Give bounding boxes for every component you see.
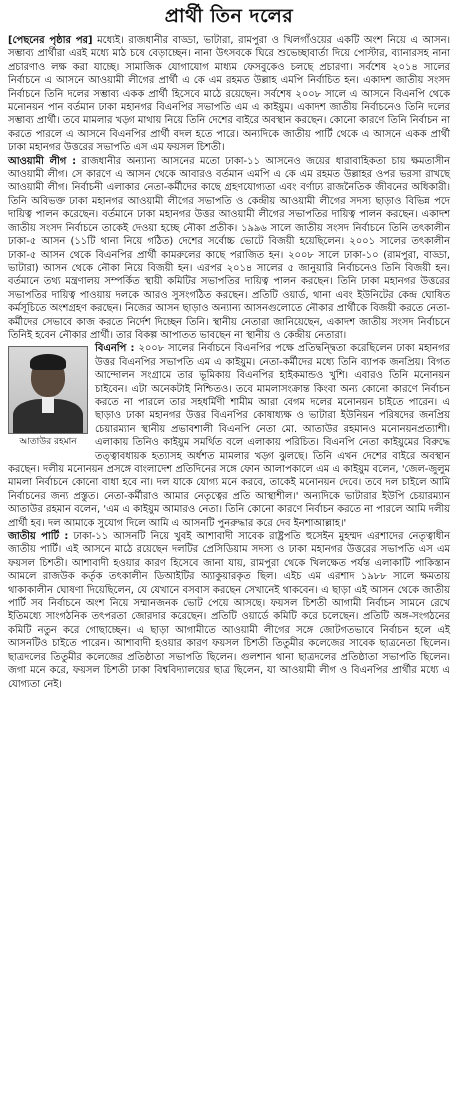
section-lead-jatiya-party: জাতীয় পার্টি : [8, 531, 69, 543]
portrait-figure [8, 346, 88, 448]
paragraph-text: ঢাকা-১১ আসনটি নিয়ে খুবই আশাবাদী সাবেক রাষ্ট্রপতি হুসেইন মুহম্মদ এরশাদের নেতৃত্বাধীন জাতীয় পার্টি। এই আসনে মাঠে রয়েছেন দলটির প্রেসিডিয়াম সদস্য ও ঢাকা মহানগর উত্তরের সভাপতি এস এম ফয়সল চিশতী। আশাবাদী হওয়ার কারণ হিসেবে জানা যায়, রামপুরা থেকে খিলক্ষেত পর্যন্ত এলাকাটি পাকিস্তান আমলে রাজউক কর্তৃক তৎকালীন ডিআইটির অ্যাকুয়ারকৃত ছিল। এইচ এম এরশাদ ১৯৮৮ সালে ক্ষমতায় থাকাকালীন ঘোষণা দিয়েছিলেন, যে যেখানে বসবাস করছেন সেখানেই থাকবেন। এ ছাড়া এই আসন থেকে জাতীয় পার্টি সব নির্বাচনে অংশ নিয়ে সম্মানজনক ভোট পেয়ে আসছে। ফয়সল চিশতী আগামী নির্বাচন সামনে রেখে ইতিমধ্যে সাংগঠনিক তৎপরতা জোরদার করেছেন। প্রতিটি ওয়ার্ডে কমিটি করে চলেছেন। প্রতিটি অঙ্গ-সংগঠনের কমিটি নতুন করে গোছাচ্ছেন। এ ছাড়া আগামীতে আওয়ামী লীগের সঙ্গে জোটগতভাবে নির্বাচন হলে এই আসনটিও চাইতে পারেন। আশাবাদী হওয়ার কারণ ফয়সল চিশতী তিতুমীর কলেজের সাবেক ছাত্রনেতা ছিলেন। ছাত্রদলের তিতুমীর কলেজের প্রতিষ্ঠাতা সভাপতি ছিলেন। গুলশান থানা ছাত্রদলের প্রতিষ্ঠাতা সভাপতি ছিলেন। জগা মনে করে, ফয়সল চিশতী ঢাকা বিশ্ববিদ্যালয়ের ছাত্র ছিলেন, যা আওয়ামী লীগ ও বিএনপির প্রার্থীর মধ্যে এ যোগ্যতা নেই। [8, 531, 450, 690]
paragraph-bnp [8, 342, 450, 530]
continuation-tag: [পেছনের পৃষ্ঠার পর] [8, 35, 93, 46]
paragraph-text: ২০০৮ সালের নির্বাচনে বিএনপির পক্ষে প্রতিদ্বন্দ্বিতা করেছিলেন ঢাকা মহানগর উত্তর বিএনপির সভাপতি এম এ কাইয়ুম। নেতা-কর্মীদের মধ্যে তিনি ব্যাপক জনপ্রিয়। বিগত আন্দোলন সংগ্রামে তার ভূমিকায় বিএনপির হাইকমান্ডও খুশি। এবারও তিনি মনোনয়ন চাইবেন। এটা অনেকটাই নিশ্চিতও। তবে মামলাসংক্রান্ত কিংবা অন্য কোনো কারণে নির্বাচন করতে না পারলে তার সহধর্মিণী শামীম আরা বেগম দলের মনোনয়ন চাইতে পারেন। এ ছাড়াও ঢাকা মহানগর উত্তর বিএনপির কোষাধ্যক্ষ ও ভাটারা ইউনিয়ন পরিষদের জনপ্রিয় চেয়ারম্যান স্থানীয় প্রভাবশালী বিএনপি নেতা মো. আতাউর রহমানও মনোনয়নপ্রত্যাশী। এলাকায় তিনিও কাইয়ুম সমর্থিত বলে এলাকায় পরিচিত। বিএনপি নেতা কাইয়ুমের বিরুদ্ধে তত্ত্বাবধায়ক হত্যাসহ অর্ধশত মামলার খড়্গ ঝুলছে। তিনি এখন দেশের বাইরে অবস্থান করছেন। দলীয় মনোনয়ন প্রসঙ্গে বাংলাদেশ প্রতিদিনের সঙ্গে ফোন আলাপকালে এম এ কাইয়ুম বলেন, 'জেল-জুলুম মামলা নির্বাচনে কোনো বাধা হবে না। দল যাকে যোগ্য মনে করবে, তাকেই মনোনয়ন দেবে। তবে দল চাইলে আমি নির্বাচনের জন্য প্রস্তুত। নেতা-কর্মীরাও আমার নেতৃত্বের প্রতি আস্থাশীল।' অন্যদিকে ভাটারার ইউপি চেয়ারম্যান আতাউর রহমান বলেন, 'এম এ কাইয়ুম আমারও নেতা। তিনি কোনো কারণে নির্বাচন করতে না পারলে আমি দলীয় প্রার্থী হব। দল আমাকে সুযোগ দিলে আমি এ আসনটি পুনরুদ্ধার করে দেব ইনশাআল্লাহ।' [8, 343, 450, 529]
article-headline: প্রার্থী তিন দলের [164, 5, 294, 27]
paragraph-text: রাজধানীর অন্যান্য আসনের মতো ঢাকা-১১ আসনেও জয়ের ধারাবাহিকতা চায় ক্ষমতাসীন আওয়ামী লীগ। সে কারণে এ আসন থেকে আবারও বর্তমান এমপি এ কে এম রহমত উল্লাহর ওপর ভরসা রাখছে আওয়ামী লীগ। নির্বাচনী এলাকার নেতা-কর্মীদের কাছে গ্রহণযোগ্যতা এবং বর্ণাঢ্য রাজনৈতিক জীবনের অধিকারী। তিনি অবিভক্ত ঢাকা মহানগর আওয়ামী লীগের সভাপতি ও কেন্দ্রীয় আওয়ামী লীগের সদস্য ছাড়াও বিভিন্ন পদে দায়িত্ব পালন করেছেন। বর্তমানে ঢাকা মহানগর উত্তর আওয়ামী লীগের সভাপতির দায়িত্ব পালন করছেন। একাদশ জাতীয় সংসদ নির্বাচনে তাকেই দেওয়া হচ্ছে নৌকা প্রতীক। ১৯৯৬ সালে জাতীয় সংসদ নির্বাচনে তিনি তৎকালীন ঢাকা-৫ আসন (১১টি থানা নিয়ে গঠিত) দেশের সর্বোচ্চ ভোটে বিজয়ী হয়েছিলেন। ২০০১ সালের তৎকালীন ঢাকা-৫ আসন থেকে বিএনপির প্রার্থী কামরুলের কাছে পরাজিত হন। ২০০৮ সালে ঢাকা-১০ (রামপুরা, বাড্ডা, ভাটারা) আসন থেকে নৌকা নিয়ে বিজয়ী হন। এরপর ২০১৪ সালের ৫ জানুয়ারি নির্বাচনেও তিনি বিজয়ী হন। বর্তমানে তথ্য মন্ত্রণালয় সম্পর্কিত স্থায়ী কমিটির সভাপতির দায়িত্ব পালন করছেন। তিনি ঢাকা মহানগর উত্তরের সভাপতির দায়িত্ব পাওয়ায় দলকে আরও সুসংগঠিত করছেন। প্রতিটি ওয়ার্ড, থানা এবং ইউনিটের কেন্দ্র ঘোষিত কর্মসূচিতে অংশগ্রহণ করছেন। নিজের আসন ছাড়াও অন্যান্য আসনগুলোতে নৌকার প্রার্থীকে বিজয়ী করতে নেতা-কর্মীদের সেভাবে কাজ করতে নির্দেশ দিচ্ছেন তিনি। স্থানীয় নেতারা জানিয়েছেন, একাদশ জাতীয় সংসদ নির্বাচনে তিনিই হবেন নৌকার প্রার্থী। তার বিকল্প আপাতত ভাবছেন না স্থানীয় ও কেন্দ্রীয় নেতারা। [8, 155, 450, 341]
paragraph-intro [8, 34, 450, 155]
portrait-photo [8, 346, 88, 434]
paragraph-awami-league [8, 155, 450, 343]
section-lead-bnp: বিএনপি : [95, 343, 135, 355]
paragraph-jatiya-party [8, 530, 450, 691]
paragraph-text: মধ্যেই। রাজধানীর বাড্ডা, ভাটারা, রামপুরা ও খিলগাঁওয়ের একটি অংশ নিয়ে এ আসন। সম্ভাব্য প্রার্থীরা এরই মধ্যে মাঠ চষে বেড়াচ্ছেন। নানা উৎসবকে ঘিরে শুভেচ্ছাবার্তা দিয়ে পোস্টার, ব্যানারসহ নানা প্রচারণাও লক্ষ করা যাচ্ছে। সামাজিক যোগাযোগ মাধ্যম ফেসবুকেও চলছে প্রচারণা। সর্বশেষ ২০১৪ সালের নির্বাচনে এ আসনে আওয়ামী লীগের প্রার্থী এ কে এম রহমত উল্লাহ এমপি নির্বাচিত হন। একাদশ জাতীয় সংসদ নির্বাচনে তিনি দলের সম্ভাব্য একক প্রার্থী হিসেবে মাঠে রয়েছেন। সর্বশেষ ২০০৮ সালে এ আসনে বিএনপি থেকে মনোনয়ন পান বর্তমান ঢাকা মহানগর বিএনপির সভাপতি এম এ কাইয়ুম। একাদশ জাতীয় নির্বাচনেও তিনি দলের সম্ভাব্য প্রার্থী। তবে মামলার খড়্গ মাথায় নিয়ে তিনি দেশের বাইরে অবস্থান করছেন। কোনো কারণে তিনি নির্বাচন না করতে পারলে এ আসনে বিএনপির প্রার্থী বদল হতে পারে। অন্যদিকে জাতীয় পার্টি থেকে এ আসনে একক প্রার্থী ঢাকা মহানগর উত্তরের সভাপতি এস এম ফয়সল চিশতী। [8, 35, 450, 154]
section-lead-awami-league: আওয়ামী লীগ : [8, 155, 77, 167]
article-body [8, 34, 450, 691]
photo-caption: আতাউর রহমান [19, 437, 77, 448]
